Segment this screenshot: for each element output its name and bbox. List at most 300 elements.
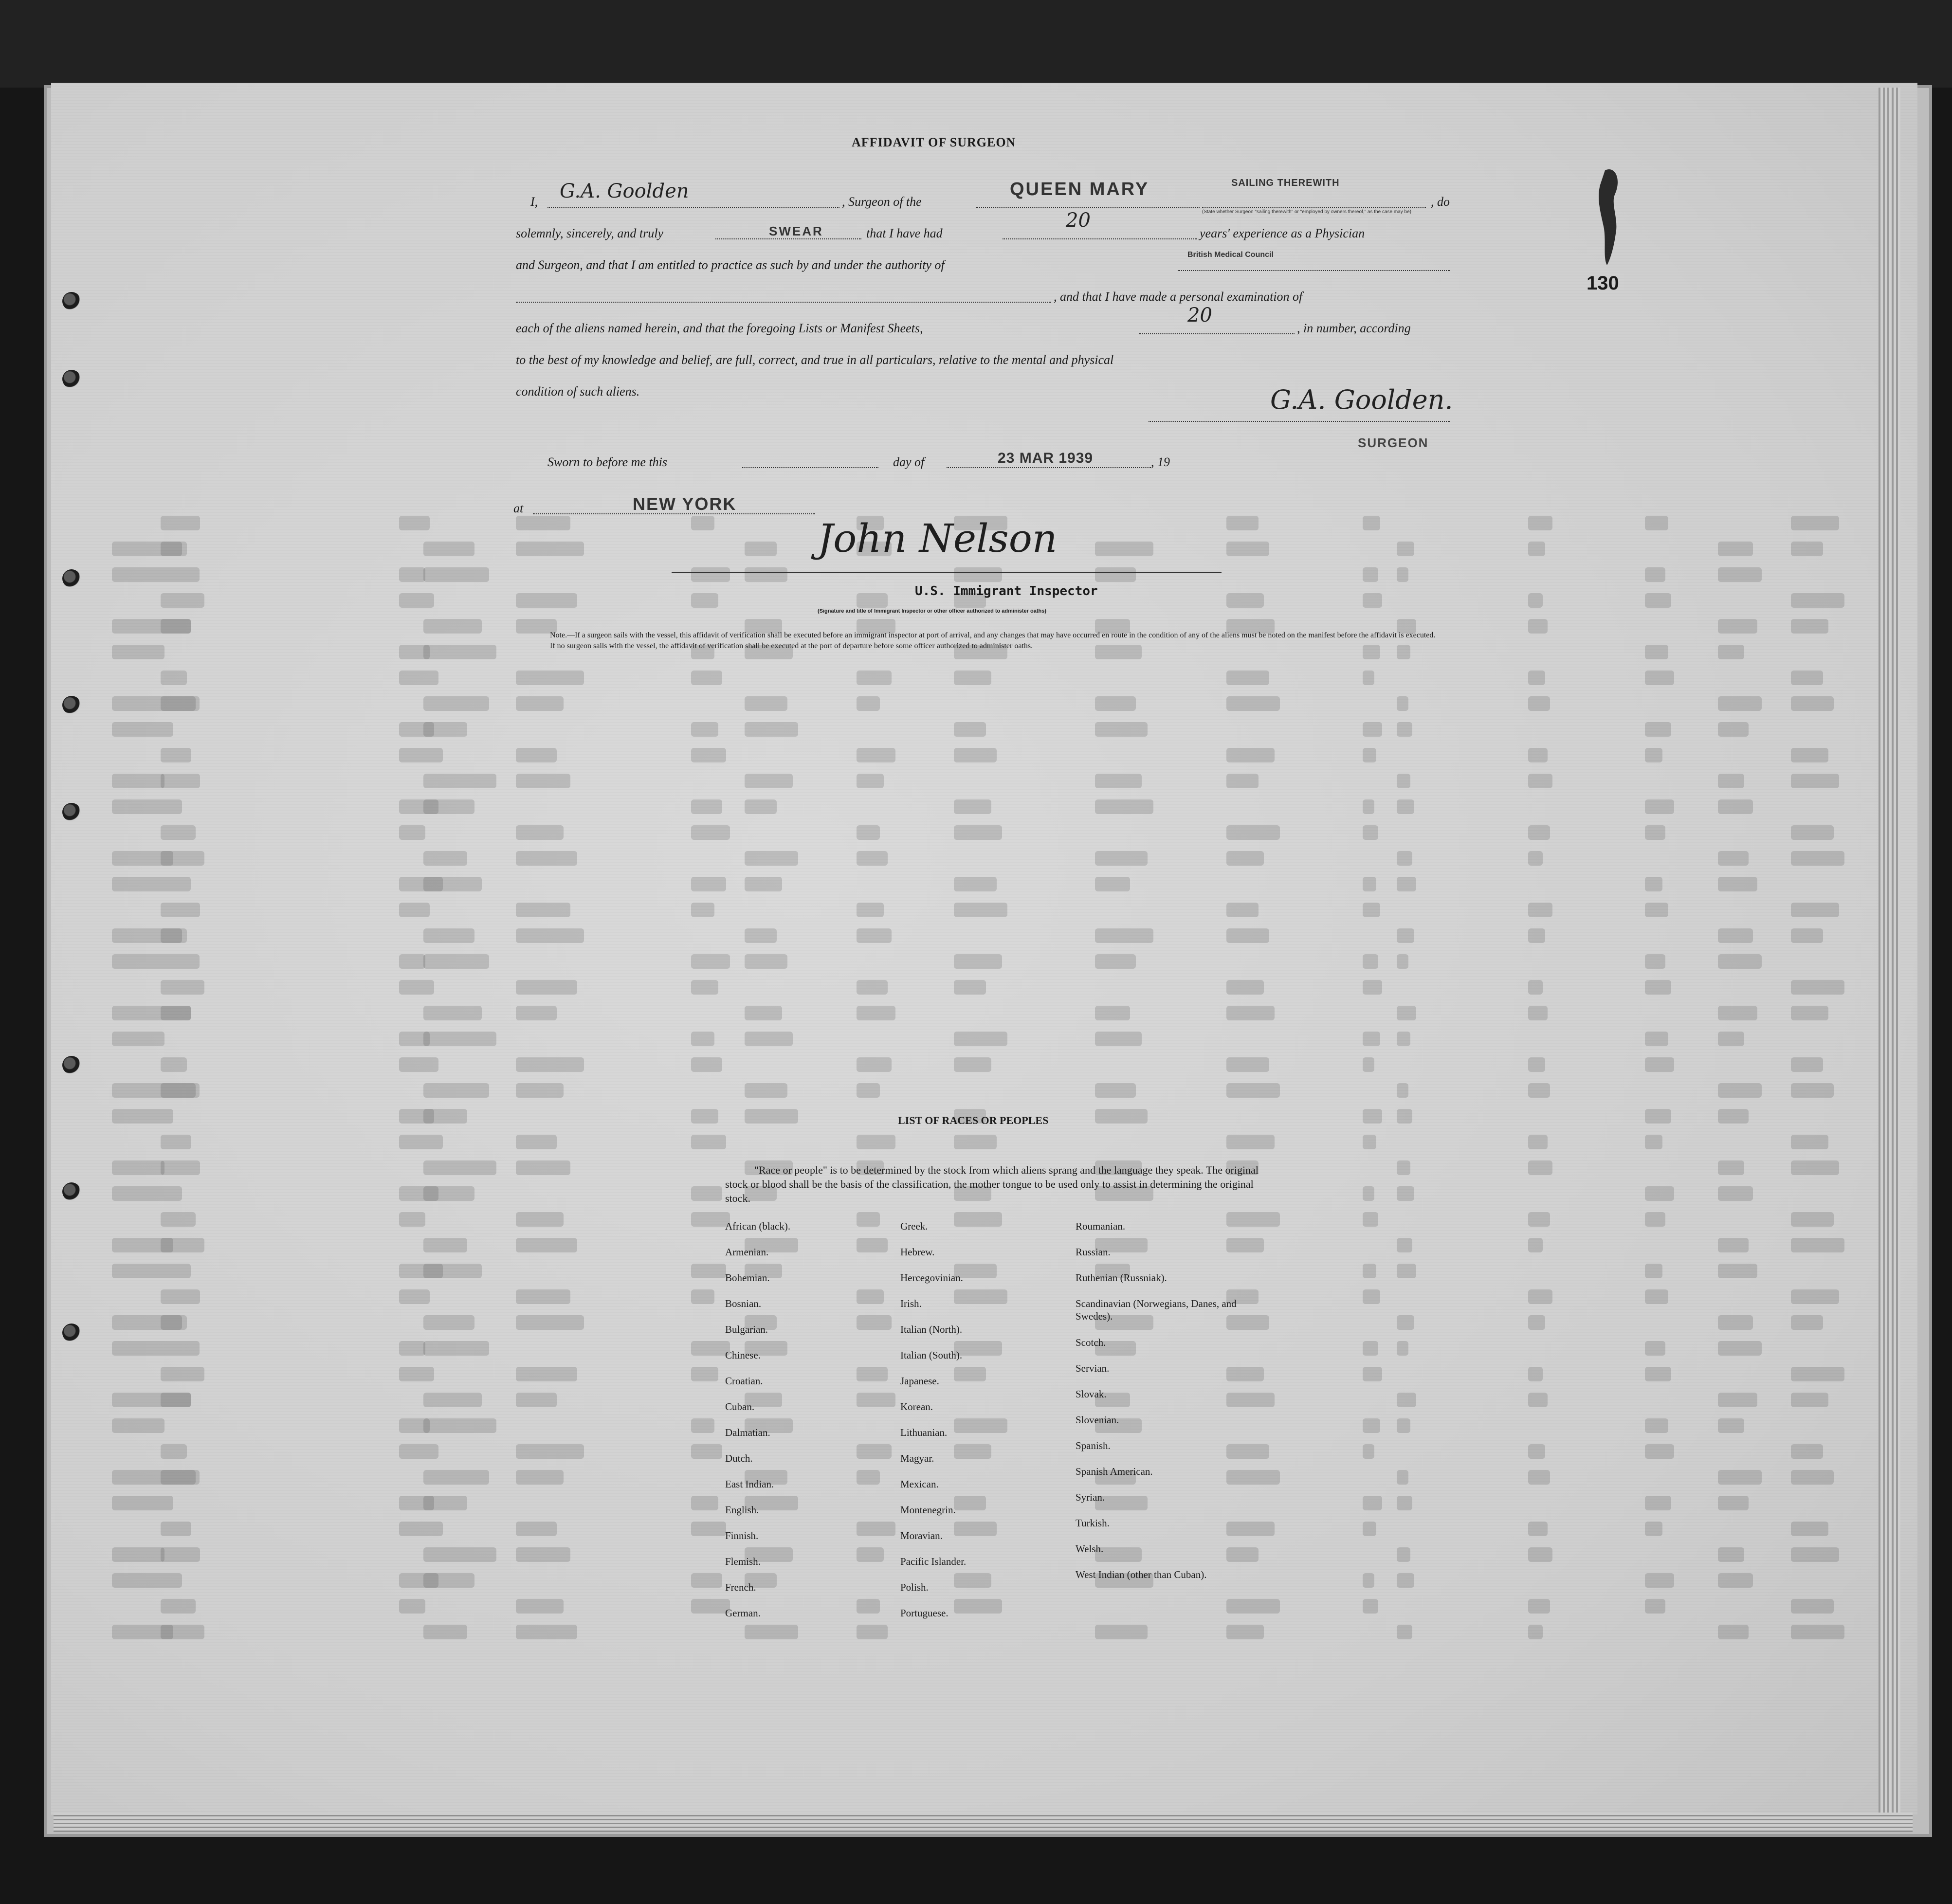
bleed-through-mark [1645,1444,1674,1459]
years-blank [1003,238,1197,239]
bleed-through-mark [1718,877,1757,891]
bleed-through-mark [1095,1625,1148,1639]
bleed-through-mark [691,903,714,917]
race-item: Bosnian. [725,1298,762,1309]
inspector-caption: (Signature and title of Immigrant Inspector or other officer authorized to administer oaths) [818,608,1046,614]
sheet-count: 20 [1187,304,1212,326]
bleed-through-mark [691,1032,714,1046]
bleed-through-mark [423,1496,467,1510]
bleed-through-mark [423,1109,467,1124]
bleed-through-mark [691,1264,726,1278]
bleed-through-mark [1645,722,1671,737]
sheet-count-blank [1139,333,1295,334]
bleed-through-mark [1718,1393,1757,1407]
page-number: 130 [1587,272,1619,294]
bleed-through-mark [1528,1470,1550,1485]
bleed-through-mark [1645,1186,1674,1201]
bleed-through-mark [112,799,182,814]
bleed-through-mark [691,799,722,814]
bleed-through-mark [691,1186,722,1201]
bleed-through-mark [399,1135,443,1149]
bleed-through-mark [161,696,196,711]
bleed-through-mark [1645,825,1665,840]
line2-mid: that I have had [866,226,943,240]
sworn-prefix: Sworn to before me this [547,455,668,469]
bleed-through-mark [1363,1367,1382,1381]
bleed-through-mark [1791,1289,1839,1304]
bleed-through-mark [423,619,482,634]
bleed-through-mark [1645,1573,1674,1588]
bleed-through-row [112,1522,1840,1547]
bleed-through-mark [399,954,425,969]
bleed-through-mark [1528,825,1550,840]
race-item: Bohemian. [725,1272,770,1284]
bleed-through-mark [691,1522,726,1536]
bleed-through-mark [1528,1083,1550,1098]
bleed-through-mark [1363,903,1380,917]
bleed-through-mark [1718,645,1744,659]
bleed-through-mark [1095,567,1136,582]
bleed-through-mark [112,1264,191,1278]
bleed-through-mark [161,593,204,608]
bleed-through-mark [954,903,1007,917]
bleed-through-mark [1397,851,1412,866]
bleed-through-row [112,1367,1840,1392]
bleed-through-mark [745,696,787,711]
bleed-through-mark [1718,1186,1753,1201]
bleed-through-mark [423,1341,489,1356]
race-item: Korean. [900,1401,933,1413]
bleed-through-mark [745,851,798,866]
note-no-surgeon: If no surgeon sails with the vessel, the affidavit of verification shall be executed at the port of departure before some officer authorized to administer oaths. [550,642,1033,650]
bleed-through-mark [1645,516,1668,530]
punch-hole [62,569,81,588]
bleed-through-mark [1645,1109,1671,1124]
bleed-through-mark [161,980,204,995]
bleed-through-mark [1718,1109,1749,1124]
bleed-through-mark [423,1083,489,1098]
bleed-through-mark [1791,619,1828,634]
bleed-through-mark [399,1522,443,1536]
bleed-through-mark [161,1367,204,1381]
bleed-through-row [112,1264,1840,1289]
bleed-through-mark [857,1083,880,1098]
bleed-through-mark [1363,1444,1374,1459]
bleed-through-mark [112,645,164,659]
bleed-through-mark [1397,567,1408,582]
bleed-through-mark [161,671,187,685]
vessel-blank [976,207,1200,208]
surgeon-name-blank [547,207,839,208]
race-item: Irish. [900,1298,922,1309]
bleed-through-mark [161,1522,191,1536]
race-item: East Indian. [725,1478,774,1490]
bleed-through-mark [1791,1238,1844,1252]
sailing-blank [1202,207,1426,208]
bleed-through-row [112,1496,1840,1521]
bleed-through-mark [423,1625,467,1639]
bleed-through-mark [112,1032,164,1046]
bleed-through-mark [1791,928,1823,943]
bleed-through-mark [516,516,570,530]
bleed-through-mark [691,722,718,737]
bleed-through-mark [1363,1032,1380,1046]
note-surgeon-sails: Note.—If a surgeon sails with the vessel, this affidavit of verification shall be executed before an immigrant inspector at port of arrival, and any changes that may have occurred en route in the condition of any of the aliens must be noted on the manifest before the affidavit is executed. [550,631,1436,639]
bleed-through-mark [112,1341,200,1356]
bleed-through-mark [857,671,892,685]
bleed-through-mark [1397,1264,1416,1278]
bleed-through-mark [1397,1496,1412,1510]
bleed-through-row [112,1625,1840,1650]
bleed-through-mark [1226,1057,1269,1072]
bleed-through-mark [1397,1470,1408,1485]
bleed-through-mark [423,954,489,969]
bleed-through-mark [423,1547,496,1562]
race-item: Turkish. [1076,1517,1110,1529]
bleed-through-mark [1226,516,1259,530]
vessel-name: QUEEN MARY [1010,179,1149,199]
bleed-through-mark [399,1444,438,1459]
bleed-through-mark [1645,567,1665,582]
bleed-through-mark [516,696,564,711]
bleed-through-mark [1791,1315,1823,1330]
bleed-through-mark [1397,1006,1416,1020]
bleed-through-mark [1363,722,1382,737]
race-item: Armenian. [725,1246,769,1258]
bleed-through-mark [1718,1341,1762,1356]
bleed-through-mark [423,1006,482,1020]
bleed-through-mark [1791,774,1839,788]
bleed-through-mark [1645,1341,1665,1356]
bleed-through-mark [691,1573,722,1588]
bleed-through-mark [1791,1522,1828,1536]
bleed-through-mark [399,1367,434,1381]
bleed-through-mark [1528,903,1552,917]
bleed-through-mark [1645,1599,1665,1614]
bleed-through-mark [857,1367,888,1381]
oath-word: SWEAR [769,224,823,238]
sworn-year-prefix: , 19 [1151,455,1170,469]
bleed-through-mark [161,516,200,530]
bleed-through-mark [691,671,722,685]
bleed-through-mark [745,1109,798,1124]
bleed-through-mark [161,774,200,788]
bleed-through-mark [423,645,496,659]
bleed-through-mark [112,877,191,891]
bleed-through-mark [1528,1393,1548,1407]
bleed-through-mark [1226,542,1269,556]
bleed-through-row [112,1547,1840,1573]
bleed-through-mark [1363,980,1382,995]
bleed-through-mark [857,1006,895,1020]
bleed-through-mark [1791,1470,1834,1485]
bleed-through-mark [1645,1264,1662,1278]
bleed-through-mark [1363,825,1378,840]
bleed-through-mark [1791,696,1834,711]
punch-hole [62,1056,81,1074]
bleed-through-mark [1645,593,1671,608]
bleed-through-mark [745,1006,782,1020]
bleed-through-mark [423,722,467,737]
bleed-through-mark [1528,1212,1550,1227]
bleed-through-row [112,954,1840,979]
line3-prefix: and Surgeon, and that I am entitled to practice as such by and under the authority of [516,258,945,272]
race-item: Slovenian. [1076,1414,1119,1426]
bleed-through-mark [516,542,584,556]
bleed-through-mark [516,1135,557,1149]
bleed-through-mark [1791,1599,1834,1614]
bleed-through-mark [691,1599,730,1614]
bleed-through-mark [161,825,196,840]
inspector-title: U.S. Immigrant Inspector [915,584,1098,598]
bleed-through-mark [1226,1083,1280,1098]
bleed-through-mark [1095,954,1136,969]
bleed-through-mark [745,722,798,737]
bleed-through-mark [1226,1006,1275,1020]
bleed-through-mark [857,696,880,711]
place: NEW YORK [633,494,737,514]
bleed-through-mark [857,1238,888,1252]
bleed-through-mark [423,1264,482,1278]
race-item: Dutch. [725,1452,753,1464]
bleed-through-mark [399,516,430,530]
bleed-through-mark [745,1032,793,1046]
bleed-through-mark [857,1470,880,1485]
line5-end: , in number, according [1297,321,1411,335]
race-item: Pacific Islander. [900,1556,967,1567]
bleed-through-mark [399,1212,425,1227]
bleed-through-mark [1528,1522,1548,1536]
bleed-through-mark [1718,1032,1744,1046]
bleed-through-mark [1645,954,1665,969]
bleed-through-mark [161,1083,196,1098]
surgeon-name: G.A. Goolden [560,180,689,202]
bleed-through-mark [1397,774,1410,788]
bleed-through-mark [161,1057,187,1072]
bleed-through-mark [1791,1393,1828,1407]
bleed-through-mark [1397,1109,1412,1124]
bleed-through-mark [1397,1341,1408,1356]
bleed-through-mark [161,928,187,943]
sworn-day-blank [742,467,878,468]
bleed-through-mark [857,1289,884,1304]
bleed-through-mark [857,593,888,608]
bleed-through-mark [423,1032,496,1046]
bleed-through-row [112,1057,1840,1083]
bleed-through-row [112,1573,1840,1598]
bleed-through-mark [112,722,173,737]
bleed-through-mark [1363,1057,1374,1072]
bleed-through-row [112,825,1840,851]
bleed-through-mark [1718,1470,1762,1485]
bleed-through-mark [1363,1289,1380,1304]
bleed-through-mark [1363,1212,1378,1227]
bleed-through-row [112,1083,1840,1108]
bleed-through-mark [1528,593,1543,608]
bleed-through-mark [1645,748,1662,762]
bleed-through-mark [691,1341,730,1356]
line6: to the best of my knowledge and belief, are full, correct, and true in all particulars, relative to the mental and physical [516,353,1114,367]
bleed-through-mark [112,567,200,582]
bleed-through-mark [1645,980,1671,995]
bleed-through-mark [516,774,570,788]
bleed-through-mark [857,1135,895,1149]
bleed-through-row [112,851,1840,876]
bleed-through-mark [423,1161,496,1175]
bleed-through-mark [1095,696,1136,711]
bleed-through-mark [1397,928,1414,943]
bleed-through-mark [745,542,777,556]
line2-prefix: solemnly, sincerely, and truly [516,226,664,240]
line4-end: , and that I have made a personal examination of [1054,290,1303,304]
bleed-through-mark [1528,671,1545,685]
bleed-through-row [112,1444,1840,1469]
punch-hole [62,696,81,714]
bleed-through-row [112,671,1840,696]
bleed-through-mark [161,1444,187,1459]
bleed-through-mark [1718,1315,1753,1330]
bleed-through-mark [399,903,430,917]
bleed-through-mark [857,1212,880,1227]
bleed-through-mark [516,1547,570,1562]
bleed-through-mark [1363,799,1374,814]
bleed-through-mark [1791,1161,1839,1175]
bleed-through-mark [423,774,496,788]
bleed-through-mark [399,748,443,762]
bleed-through-mark [1528,516,1552,530]
bleed-through-mark [691,1418,714,1433]
bleed-through-mark [1363,954,1378,969]
bleed-through-mark [745,877,782,891]
bleed-through-mark [1226,980,1264,995]
bleed-through-mark [161,1599,196,1614]
bleed-through-mark [1226,593,1264,608]
race-item: Slovak. [1076,1388,1107,1400]
sailing-note: (State whether Surgeon "sailing therewith" or "employed by owners thereof," as the case may be) [1202,209,1411,215]
bleed-through-row [112,722,1840,747]
bleed-through-mark [516,1470,564,1485]
bleed-through-row [112,1315,1840,1341]
races-column-3 [1076,1220,1251,1607]
bleed-through-mark [954,748,997,762]
bleed-through-mark [1645,1289,1668,1304]
race-item: Bulgarian. [725,1324,768,1335]
bleed-through-mark [399,980,434,995]
bleed-through-mark [161,1625,204,1639]
sworn-date-blank [947,467,1151,468]
bleed-through-mark [1791,1212,1834,1227]
bleed-through-mark [423,928,474,943]
bleed-through-mark [1095,1083,1136,1098]
bleed-through-mark [1095,542,1153,556]
bleed-through-row [112,903,1840,928]
bleed-through-mark [1528,1289,1552,1304]
bleed-through-mark [1718,1547,1744,1562]
surgeon-label: SURGEON [1358,435,1429,450]
race-item: Lithuanian. [900,1427,948,1438]
bleed-through-mark [161,851,204,866]
bleed-through-mark [857,851,888,866]
bleed-through-mark [516,593,577,608]
bleed-through-mark [112,1161,164,1175]
bleed-through-mark [1791,542,1823,556]
bleed-through-mark [423,799,474,814]
bleed-through-mark [857,1625,888,1639]
bleed-through-mark [516,928,584,943]
bleed-through-mark [691,980,718,995]
bleed-through-row [112,1238,1840,1263]
bleed-through-mark [161,542,187,556]
bleed-through-mark [1645,671,1674,685]
bleed-through-mark [857,928,892,943]
bleed-through-mark [112,1496,173,1510]
bleed-through-mark [1363,1496,1382,1510]
bleed-through-mark [1645,1496,1671,1510]
bleed-through-mark [112,774,164,788]
bleed-through-mark [745,954,787,969]
bleed-through-mark [1363,1264,1376,1278]
sworn-date: 23 MAR 1939 [998,450,1094,466]
bleed-through-mark [1718,1625,1749,1639]
race-item: German. [725,1607,761,1619]
bleed-through-mark [1791,1006,1828,1020]
bleed-through-mark [112,1547,164,1562]
race-item: Spanish. [1076,1440,1111,1451]
bleed-through-mark [691,593,718,608]
bleed-through-mark [1645,1367,1671,1381]
bleed-through-mark [112,954,200,969]
bleed-through-mark [954,671,991,685]
bleed-through-mark [516,671,584,685]
bleed-through-mark [1528,1315,1545,1330]
bleed-through-mark [1718,1264,1757,1278]
bleed-through-mark [112,1186,182,1201]
bleed-through-mark [1397,1032,1410,1046]
race-item: Italian (North). [900,1324,963,1335]
races-title: LIST OF RACES OR PEOPLES [898,1114,1049,1126]
bleed-through-mark [1226,774,1259,788]
bleed-through-mark [399,567,425,582]
bleed-through-row [112,877,1840,902]
race-item: Servian. [1076,1362,1110,1374]
race-item: Syrian. [1076,1491,1105,1503]
inspector-signature: John Nelson [818,516,1058,561]
bleed-through-mark [1528,980,1543,995]
bleed-through-mark [1528,748,1548,762]
bleed-through-mark [399,1289,430,1304]
bleed-through-mark [691,954,730,969]
bleed-through-mark [1645,1212,1665,1227]
bleed-through-mark [1095,1006,1130,1020]
bleed-through-mark [1645,1418,1668,1433]
race-item: Russian. [1076,1246,1111,1258]
bleed-through-mark [691,1444,722,1459]
bleed-through-mark [1363,1186,1374,1201]
bleed-through-mark [161,748,191,762]
bleed-through-mark [516,1315,584,1330]
bleed-through-mark [1528,851,1543,866]
bleed-through-mark [112,1418,164,1433]
bleed-through-mark [423,1418,496,1433]
bleed-through-mark [423,851,467,866]
bleed-through-mark [1718,1238,1749,1252]
line1-end: , do [1431,195,1450,209]
bleed-through-mark [1095,1109,1148,1124]
line7: condition of such aliens. [516,384,640,399]
bleed-through-mark [1645,799,1674,814]
bleed-through-mark [954,954,1002,969]
race-item: Dalmatian. [725,1427,770,1438]
